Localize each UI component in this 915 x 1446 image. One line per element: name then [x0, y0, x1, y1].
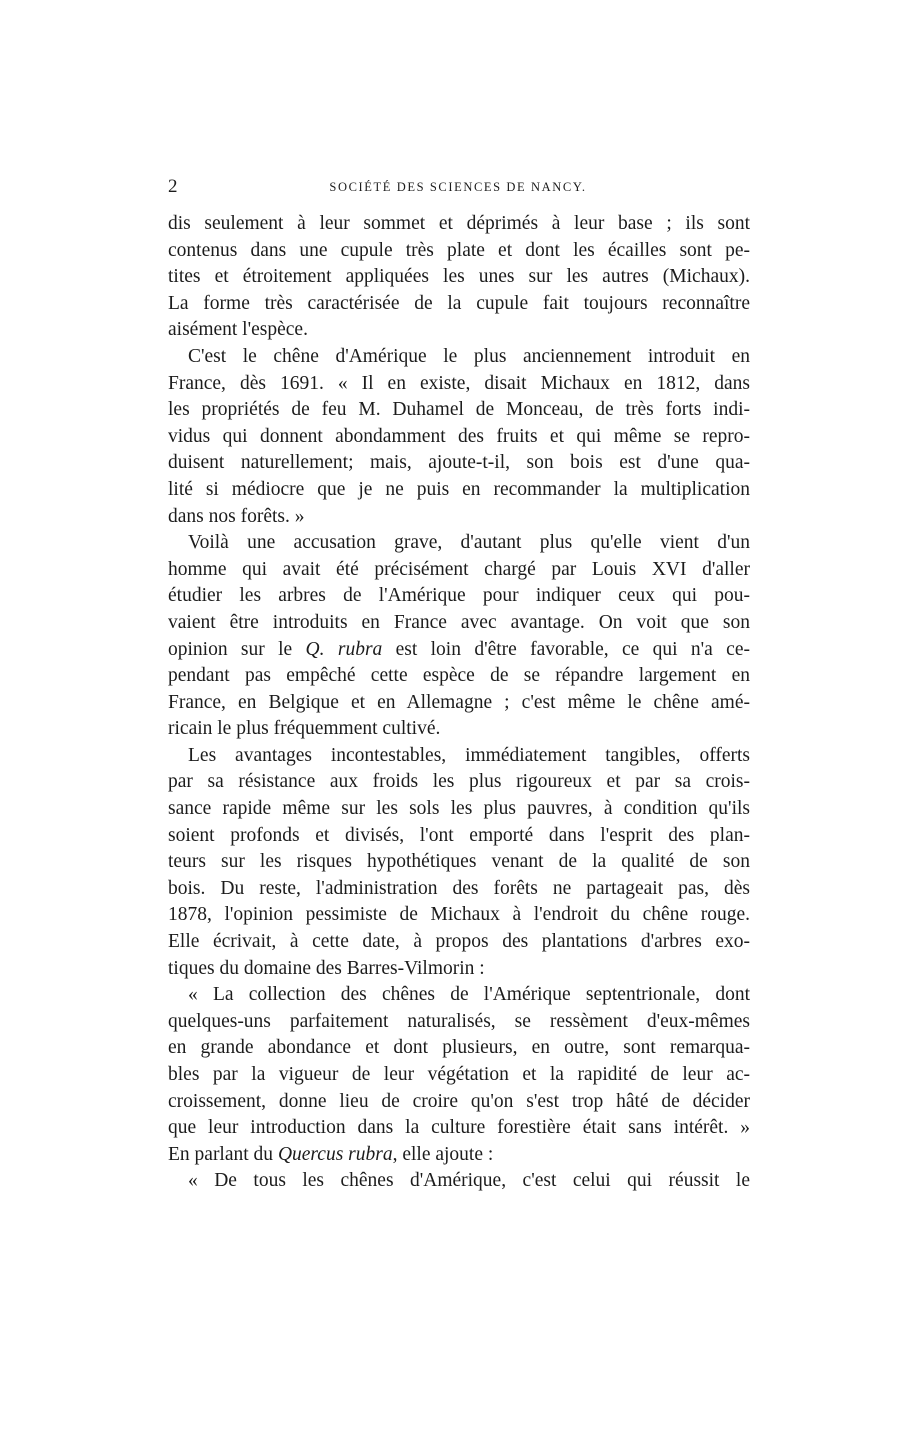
text-line: Voilà une accusation grave, d'autant plus qu'elle vient d'un: [188, 532, 750, 554]
text-line: contenus dans une cupule très plate et dont les écailles sont pe-: [168, 239, 750, 261]
text-line: que leur introduction dans la culture forestière était sans intérêt. »: [168, 1117, 750, 1139]
text-line: étudier les arbres de l'Amérique pour indiquer ceux qui pou-: [168, 585, 750, 607]
text-line: vidus qui donnent abondamment des fruits et qui même se repro-: [168, 425, 750, 447]
text-line: tiques du domaine des Barres-Vilmorin :: [168, 957, 485, 979]
text-line: soient profonds et divisés, l'ont emporté dans l'esprit des plan-: [168, 824, 750, 846]
text-line: France, en Belgique et en Allemagne ; c'est même le chêne amé-: [168, 691, 750, 713]
page-header: [168, 176, 748, 200]
text-line: bois. Du reste, l'administration des forêts ne partageait pas, dès: [168, 877, 750, 899]
text-line: sance rapide même sur les sols les plus pauvres, à condition qu'ils: [168, 798, 750, 820]
text-line: « De tous les chênes d'Amérique, c'est celui qui réussit le: [188, 1170, 750, 1192]
text-line: croissement, donne lieu de croire qu'on s'est trop hâté de décider: [168, 1090, 750, 1112]
page-number: 2: [168, 176, 178, 197]
text-line: tites et étroitement appliquées les unes sur les autres (Michaux).: [168, 266, 750, 288]
text-line: bles par la vigueur de leur végétation et la rapidité de leur ac-: [168, 1064, 750, 1085]
text-line: les propriétés de feu M. Duhamel de Monceau, de très forts indi-: [168, 399, 750, 421]
text-line: Elle écrivait, à cette date, à propos des plantations d'arbres exo-: [168, 931, 750, 953]
text-line: pendant pas empêché cette espèce de se répandre largement en: [168, 665, 750, 687]
species-name: Q. rubra: [305, 638, 383, 660]
text-line: Les avantages incontestables, immédiatement tangibles, offerts: [188, 744, 750, 766]
text-line: aisément l'espèce.: [168, 319, 308, 341]
text-line: quelques-uns parfaitement naturalisés, se ressèment d'eux-mêmes: [168, 1010, 750, 1032]
text-line: France, dès 1691. « Il en existe, disait Michaux en 1812, dans: [168, 372, 750, 394]
text-line: vaient être introduits en France avec avantage. On voit que son: [168, 611, 750, 633]
text-line: teurs sur les risques hypothétiques venant de la qualité de son: [168, 851, 750, 873]
body-text: [168, 211, 750, 1195]
text-line: C'est le chêne d'Amérique le plus anciennement introduit en: [188, 345, 750, 367]
running-head: SOCIÉTÉ DES SCIENCES DE NANCY.: [329, 180, 587, 194]
text-line: duisent naturellement; mais, ajoute-t-il, son bois est d'une qua-: [168, 452, 750, 474]
text-line: dans nos forêts. »: [168, 505, 305, 527]
text-line: En parlant du Quercus rubra, elle ajoute :: [168, 1143, 494, 1165]
text-line: ricain le plus fréquemment cultivé.: [168, 718, 441, 740]
text-line: 1878, l'opinion pessimiste de Michaux à l'endroit du chêne rouge.: [168, 904, 750, 926]
text-line: « La collection des chênes de l'Amérique septentrionale, dont: [188, 984, 750, 1006]
text-line: La forme très caractérisée de la cupule fait toujours reconnaître: [168, 292, 750, 314]
text-line: opinion sur le Q. rubra est loin d'être favorable, ce qui n'a ce-: [168, 638, 750, 660]
text-line: par sa résistance aux froids les plus rigoureux et par sa crois-: [168, 771, 750, 793]
species-name: Quercus rubra: [277, 1143, 393, 1165]
text-line: homme qui avait été précisément chargé par Louis XVI d'aller: [168, 558, 750, 580]
text-line: en grande abondance et dont plusieurs, en outre, sont remarqua-: [168, 1037, 750, 1059]
text-line: dis seulement à leur sommet et déprimés à leur base ; ils sont: [168, 213, 750, 234]
text-line: lité si médiocre que je ne puis en recommander la multiplication: [168, 478, 750, 500]
